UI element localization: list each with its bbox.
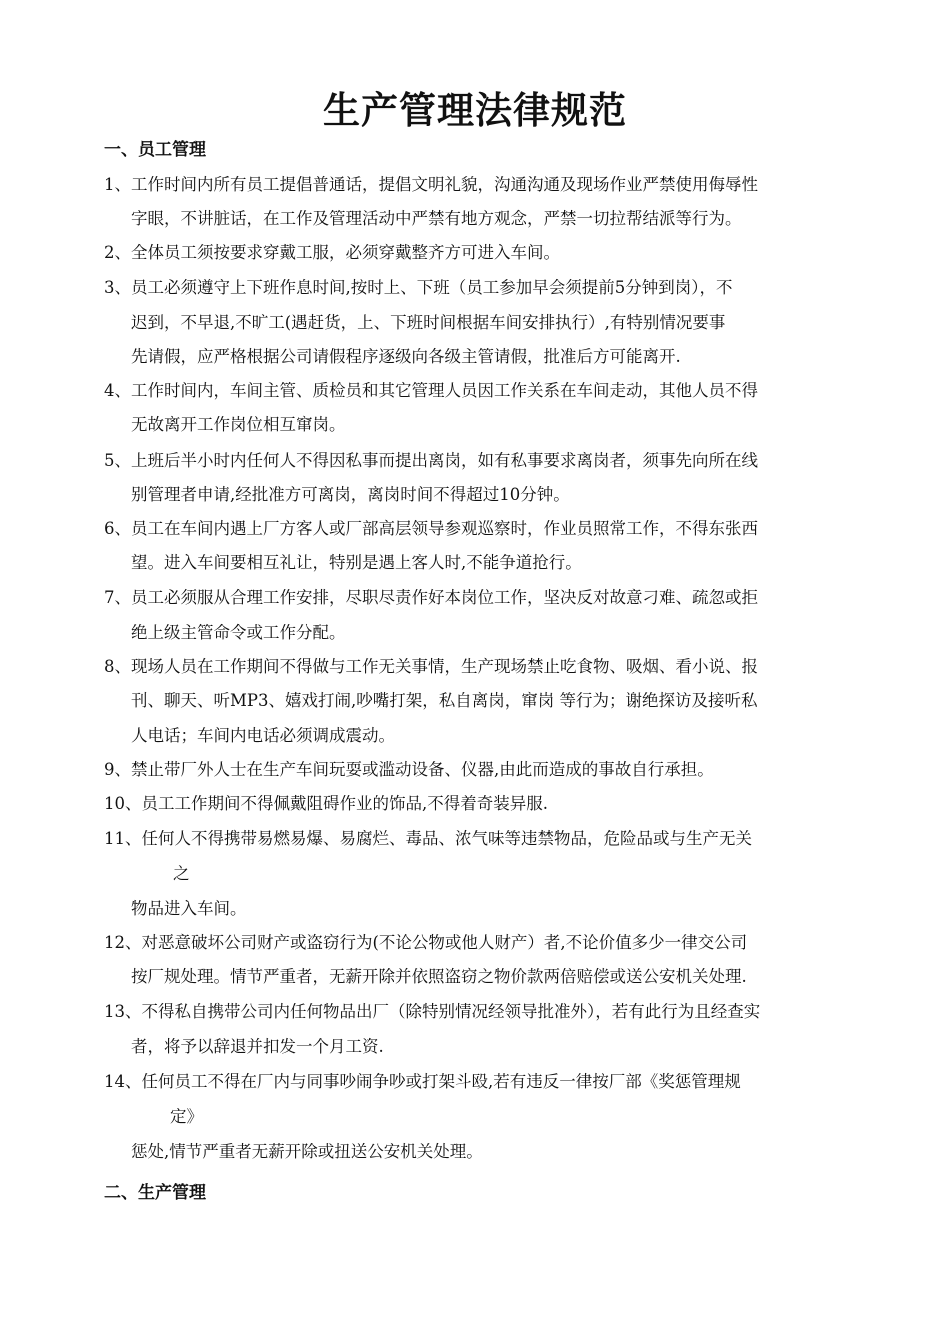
rule-13-line-1: 13、不得私自携带公司内任何物品出厂（除特别情况经领导批准外），若有此行为且经查实 <box>104 1002 761 1021</box>
rule-3-line-2: 迟到，不早退,不旷工(遇赶货，上、下班时间根据车间安排执行）,有特别情况要事 <box>131 313 726 332</box>
rule-11-line-2: 之 <box>173 864 190 883</box>
rule-13-line-2: 者，将予以辞退并扣发一个月工资. <box>131 1037 384 1056</box>
rule-8-line-2: 刊、聊天、听MP3、嬉戏打闹,吵嘴打架，私自离岗，窜岗 等行为；谢绝探访及接听私 <box>131 691 758 710</box>
rule-6-line-1: 6、员工在车间内遇上厂方客人或厂部高层领导参观巡察时，作业员照常工作，不得东张西 <box>104 519 758 538</box>
rule-14-line-2: 定》 <box>170 1107 203 1126</box>
rule-7-line-2: 绝上级主管命令或工作分配。 <box>131 623 346 642</box>
rule-6-line-2: 望。进入车间要相互礼让，特别是遇上客人时,不能争道抢行。 <box>131 553 582 572</box>
rule-1-line-2: 字眼，不讲脏话，在工作及管理活动中严禁有地方观念，严禁一切拉帮结派等行为。 <box>131 209 742 228</box>
rule-12-line-1: 12、对恶意破坏公司财产或盗窃行为(不论公物或他人财产）者,不论价值多少一律交公司 <box>104 933 748 952</box>
rule-14-line-1: 14、任何员工不得在厂内与同事吵闹争吵或打架斗殴,若有违反一律按厂部《奖惩管理规 <box>104 1072 741 1091</box>
rule-1-line-1: 1、工作时间内所有员工提倡普通话，提倡文明礼貌，沟通沟通及现场作业严禁使用侮辱性 <box>104 175 758 194</box>
rule-4-line-1: 4、工作时间内，车间主管、质检员和其它管理人员因工作关系在车间走动，其他人员不得 <box>104 381 758 400</box>
rule-5-line-1: 5、上班后半小时内任何人不得因私事而提出离岗，如有私事要求离岗者，须事先向所在线 <box>104 451 758 470</box>
rule-8-line-1: 8、现场人员在工作期间不得做与工作无关事情，生产现场禁止吃食物、吸烟、看小说、报 <box>104 657 758 676</box>
rule-12-line-2: 按厂规处理。情节严重者，无薪开除并依照盗窃之物价款两倍赔偿或送公安机关处理. <box>131 967 747 986</box>
rule-5-line-2: 别管理者申请,经批准方可离岗，离岗时间不得超过10分钟。 <box>131 485 570 504</box>
rule-8-line-3: 人电话；车间内电话必须调成震动。 <box>131 726 395 745</box>
rule-4-line-2: 无故离开工作岗位相互窜岗。 <box>131 415 346 434</box>
rule-9-line-1: 9、禁止带厂外人士在生产车间玩耍或滥动设备、仪器,由此而造成的事故自行承担。 <box>104 760 714 779</box>
rule-11-line-1: 11、任何人不得携带易燃易爆、易腐烂、毒品、浓气味等违禁物品，危险品或与生产无关 <box>104 829 752 848</box>
rule-11-line-3: 物品进入车间。 <box>131 899 247 918</box>
rule-7-line-1: 7、员工必须服从合理工作安排，尽职尽责作好本岗位工作，坚决反对故意刁难、疏忽或拒 <box>104 588 758 607</box>
section-heading-employee-management: 一、员工管理 <box>104 140 206 160</box>
rule-10-line-1: 10、员工工作期间不得佩戴阻碍作业的饰品,不得着奇装异服. <box>104 794 548 813</box>
document-title: 生产管理法律规范 <box>323 89 627 132</box>
section-heading-production-management: 二、生产管理 <box>104 1183 206 1203</box>
rule-3-line-3: 先请假，应严格根据公司请假程序逐级向各级主管请假，批准后方可能离开. <box>131 347 681 366</box>
rule-14-line-3: 惩处,情节严重者无薪开除或扭送公安机关处理。 <box>131 1142 483 1161</box>
rule-3-line-1: 3、员工必须遵守上下班作息时间,按时上、下班（员工参加早会须提前5分钟到岗），不 <box>104 278 733 297</box>
rule-2-line-1: 2、全体员工须按要求穿戴工服，必须穿戴整齐方可进入车间。 <box>104 243 560 262</box>
